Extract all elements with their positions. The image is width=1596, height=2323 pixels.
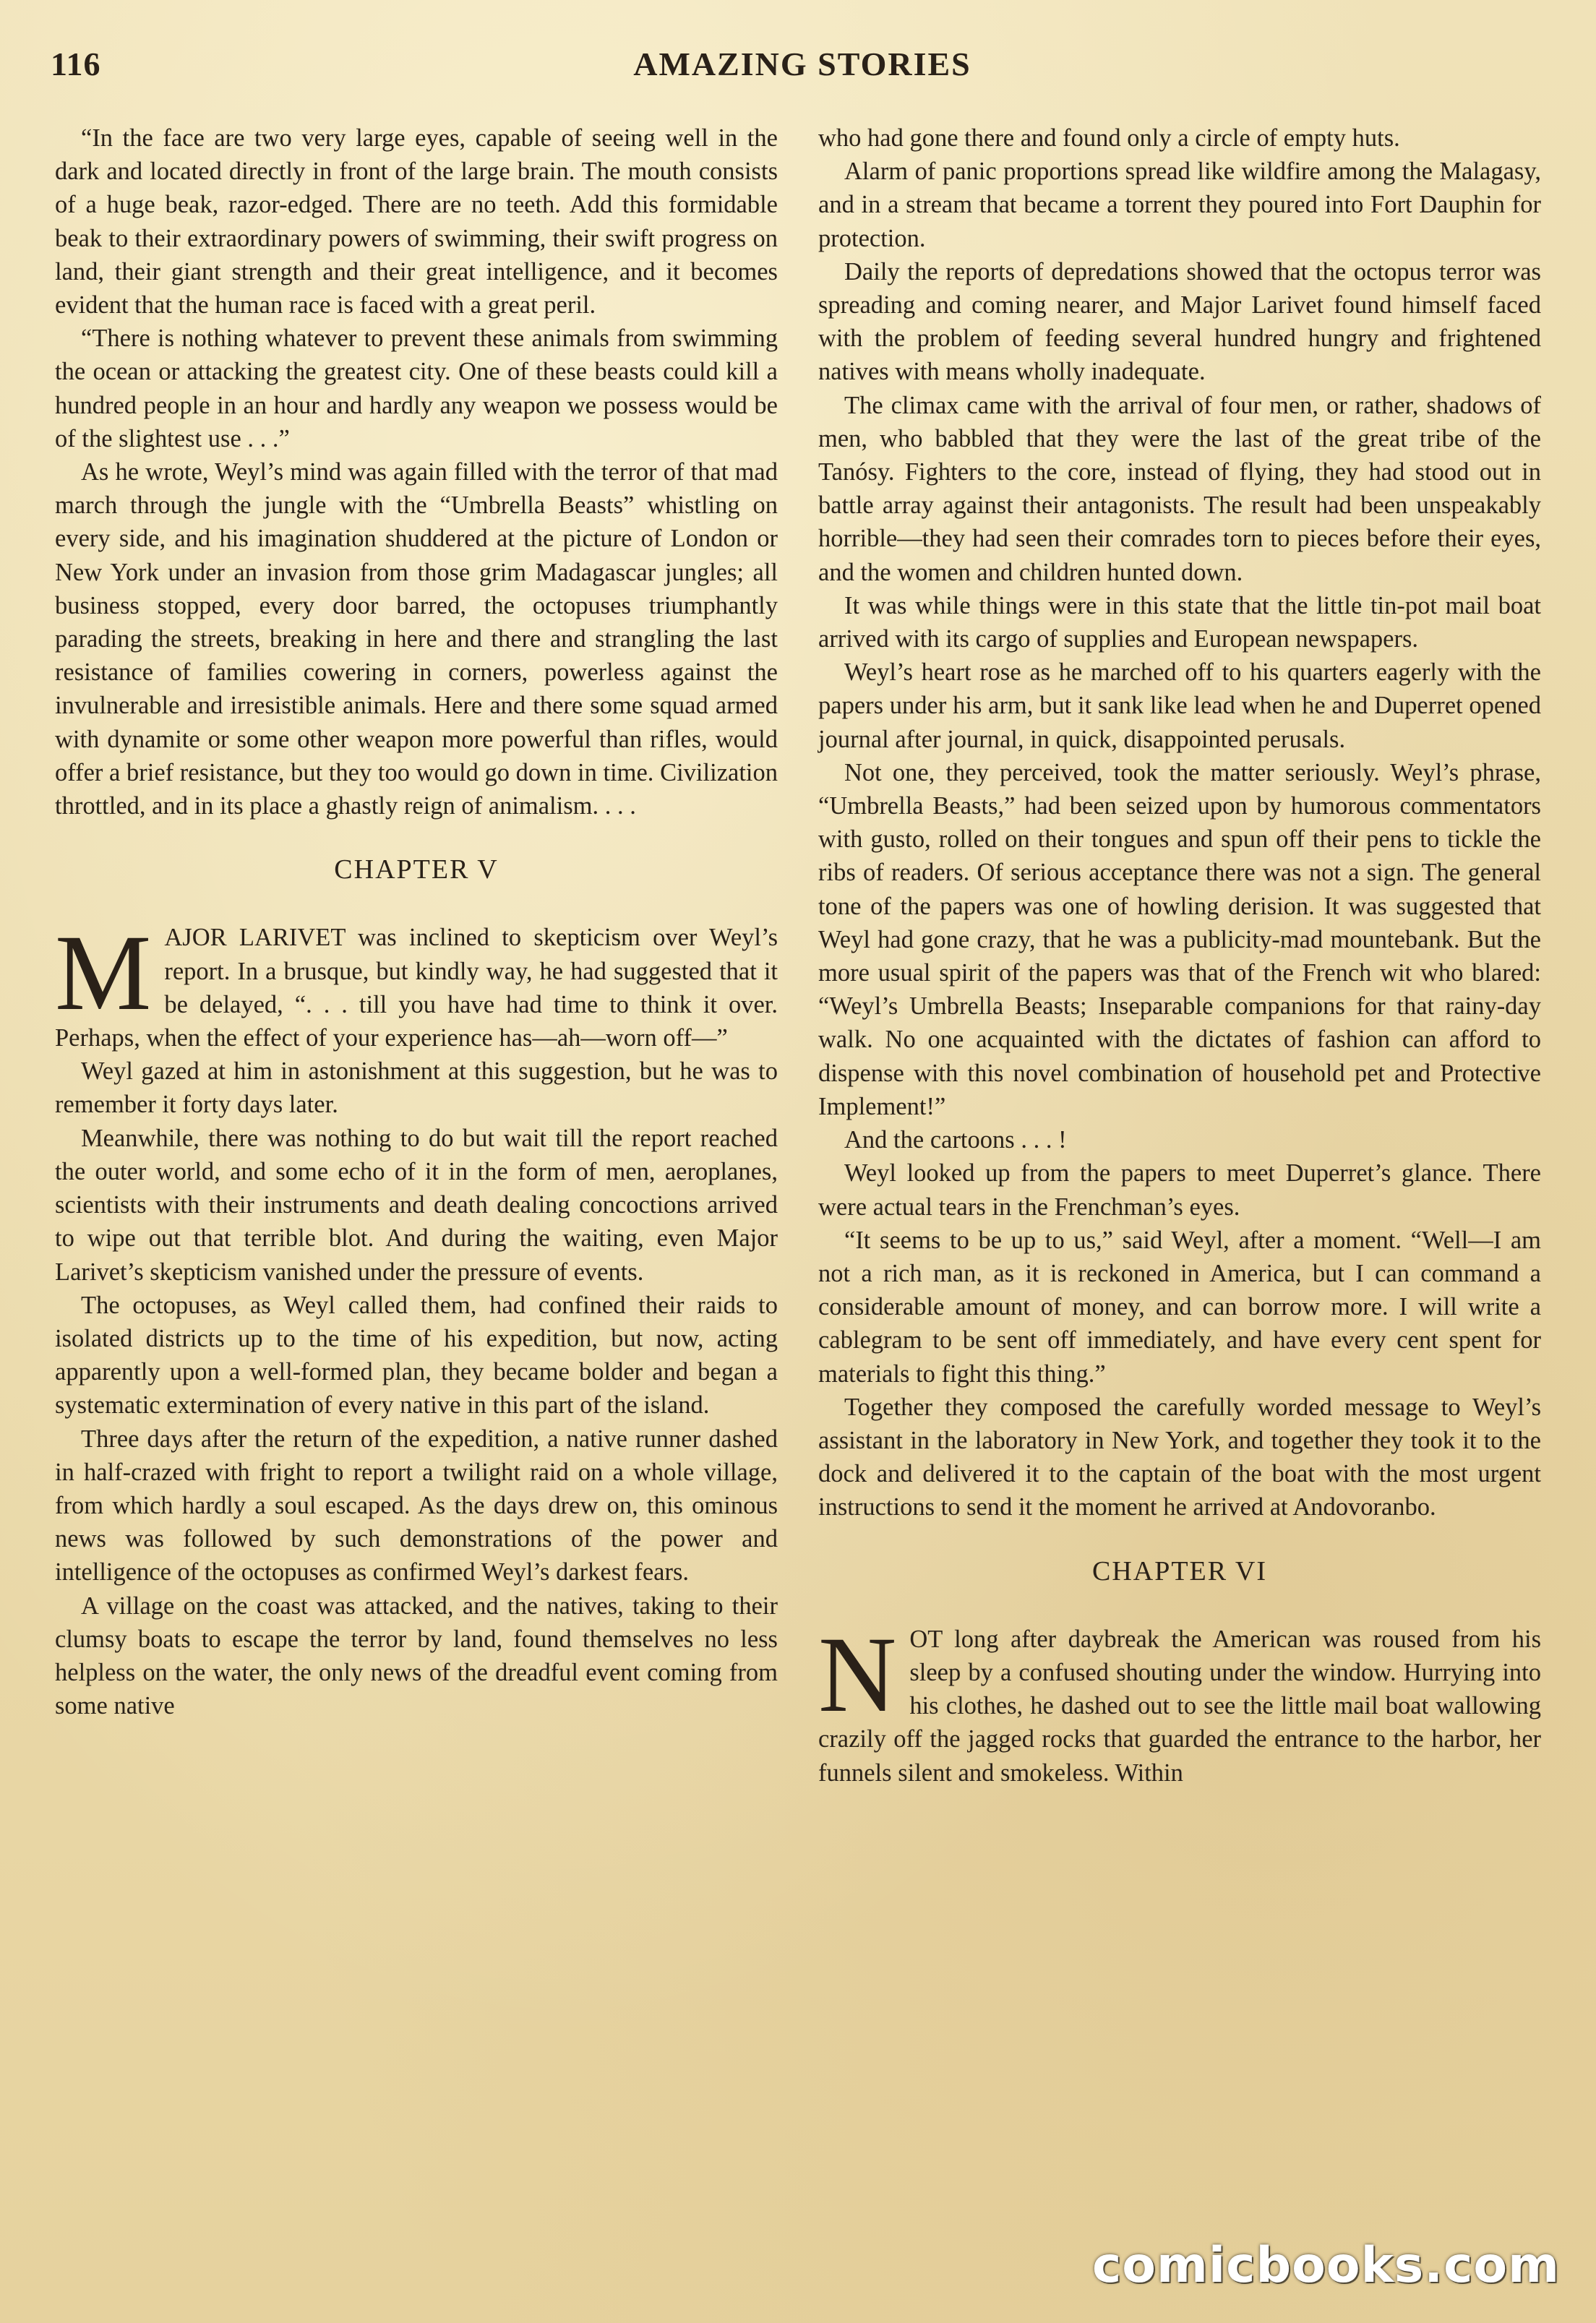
paragraph: “In the face are two very large eyes, capable of seeing well in the dark and located directly in front of the large brain. The mouth consists of a huge beak, razor-edged. There are no teeth. Add this formidable beak to their extraordinary powers of swimming, their swift progress on land, their giant strength and their great intelligence, and it becomes evident that the human race is faced with a great peril.: [55, 124, 778, 319]
paragraph: Weyl looked up from the papers to meet Duperret’s glance. There were actual tears in the Frenchman’s eyes.: [818, 1159, 1541, 1221]
paragraph: Not one, they perceived, took the matter seriously. Weyl’s phrase, “Umbrella Beasts,” had been seized upon by humorous commentators with gusto, rolled on their tongues and spun off their pens to tickle the ribs of readers. Of serious acceptance there was not a sign. The general tone of the papers was one of howling derision. It was suggested that Weyl had gone crazy, that he was a publicity-mad mountebank. But the more usual spirit of the papers was that of the French wit who blared: “Weyl’s Umbrella Beasts; Inseparable companions for that rainy-day walk. No one acquainted with the dictates of fashion can afford to dispense with this novel combination of household pet and Protective Implement!”: [818, 758, 1541, 1120]
page-number: 116: [51, 46, 101, 82]
chapter-heading: CHAPTER VI: [1091, 1555, 1268, 1586]
paragraph: “There is nothing whatever to prevent these animals from swimming the ocean or attacking the greatest city. One of these beasts could kill a hundred people in an hour and hardly any weapon we possess would be of the slightest use . . .”: [55, 325, 778, 452]
chapter-opening-text: OT long after daybreak the American was roused from his sleep by a confused shouting under the window. Hurrying into his clothes, he dashed out to see the little mail boat wallowing crazily off the jagged rocks that guarded the entrance to the harbor, her funnels silent and smokeless. Within: [818, 1625, 1541, 1787]
paragraph: The octopuses, as Weyl called them, had confined their raids to isolated districts up to the time of his expedition, but now, acting apparently upon a well-formed plan, they became bolder and began a systematic extermination of every native in this part of the island.: [55, 1291, 778, 1420]
paragraph: Three days after the return of the expedition, a native runner dashed in half-crazed with fright to report a twilight raid on a whole village, from which hardly a soul escaped. As the days drew on, this ominous news was followed by such demonstrations of the power and intelligence of the octopuses as confirmed Weyl’s darkest fears.: [55, 1425, 778, 1586]
right-column: [818, 121, 1541, 1790]
paragraph: who had gone there and found only a circle of empty huts.: [818, 124, 1400, 152]
paragraph: Together they composed the carefully worded message to Weyl’s assistant in the laboratory in New York, and together they took it to the dock and delivered it to the captain of the boat with the most urgent instructions to send it the moment he arrived at Andovoranbo.: [818, 1393, 1541, 1521]
paragraph: Meanwhile, there was nothing to do but wait till the report reached the outer world, and some echo of it in the form of men, aeroplanes, scientists with their instruments and death dealing concoctions arrived to wipe out that terrible blot. And during the waiting, even Major Larivet’s skepticism vanished under the pressure of events.: [55, 1124, 778, 1286]
paragraph: Weyl gazed at him in astonishment at this suggestion, but he was to remember it forty days later.: [55, 1057, 778, 1119]
paragraph: Alarm of panic proportions spread like wildfire among the Malagasy, and in a stream that became a torrent they poured into Fort Dauphin for protection.: [818, 158, 1541, 252]
drop-cap: M: [55, 913, 152, 1034]
paragraph: The climax came with the arrival of four men, or rather, shadows of men, who babbled that they were the last of the great tribe of the Tanósy. Fighters to the core, instead of flying, they had stood out in battle array against their antagonists. The result had been unspeakably horrible—they had seen their comrades torn to pieces before their eyes, and the women and children hunted down.: [818, 391, 1541, 586]
watermark-logo: comicbooks.com: [1091, 2237, 1560, 2294]
paragraph: And the cartoons . . . !: [844, 1126, 1067, 1154]
paragraph: As he wrote, Weyl’s mind was again filled with the terror of that mad march through the jungle with the “Umbrella Beasts” whistling on every side, and his imagination shuddered at the picture of London or New York under an invasion from those grim Madagascar jungles; all business stopped, every door barred, the octopuses triumphantly parading the streets, breaking in here and there and strangling the last resistance of families cowering in corners, powerless against the invulnerable and irresistible animals. Here and there some squad armed with dynamite or some other weapon more powerful than rifles, would offer a brief resistance, but they too would go down in time. Civilization throttled, and in its place a ghastly reign of animalism. . . .: [55, 458, 778, 820]
chapter-opening-paragraph: [818, 1614, 1541, 1790]
chapter-opening-text: AJOR LARIVET was inclined to skepticism over Weyl’s report. In a brusque, but kindly way, he had suggested that it be delayed, “. . . till you have had time to think it over. Perhaps, when the effect of your experience has—ah—worn off—”: [55, 924, 778, 1052]
left-column: [55, 121, 778, 1722]
paragraph: It was while things were in this state that the little tin-pot mail boat arrived with its cargo of supplies and European newspapers.: [818, 591, 1541, 653]
chapter-heading: CHAPTER V: [334, 854, 499, 885]
paragraph: A village on the coast was attacked, and the natives, taking to their clumsy boats to escape the terror by land, found themselves no less helpless on the water, the only news of the dreadful event coming from some native: [55, 1592, 778, 1720]
paragraph: Daily the reports of depredations showed that the octopus terror was spreading and coming nearer, and Major Larivet found himself faced with the problem of feeding several hundred hungry and frightened natives with means wholly inadequate.: [818, 257, 1541, 386]
paragraph: Weyl’s heart rose as he marched off to his quarters eagerly with the papers under his arm, but it sank like lead when he and Duperret opened journal after journal, in quick, disappointed perusals.: [818, 658, 1541, 753]
page-header: [51, 45, 1554, 95]
drop-cap: N: [818, 1614, 897, 1735]
paragraph: “It seems to be up to us,” said Weyl, after a moment. “Well—I am not a rich man, as it is reckoned in America, but I can command a considerable amount of money, and can borrow more. I will write a cablegram to be sent off immediately, and have every cent spent for materials to fight this thing.”: [818, 1226, 1541, 1388]
running-title: AMAZING STORIES: [633, 46, 971, 82]
chapter-opening-paragraph: [55, 913, 778, 1055]
